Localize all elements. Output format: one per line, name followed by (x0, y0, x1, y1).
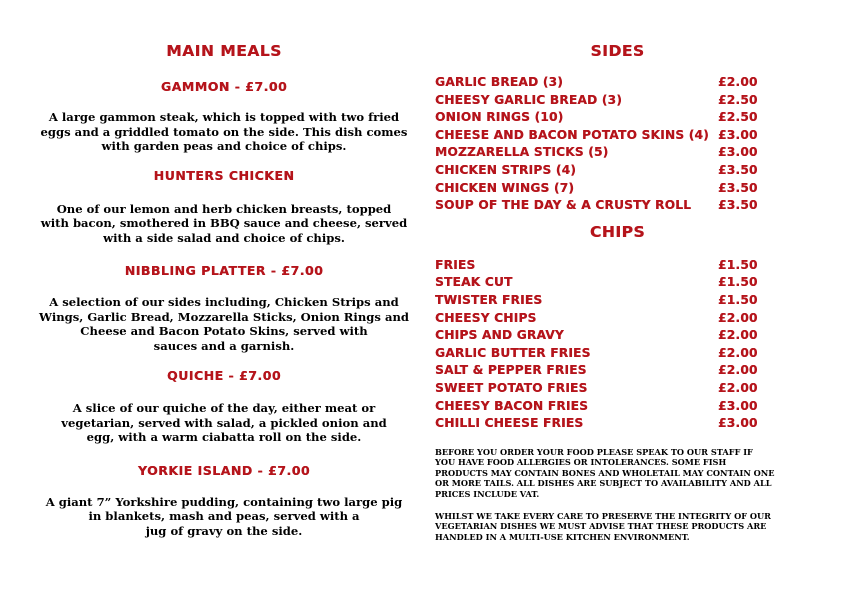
item-name: GARLIC BREAD (3) (435, 75, 563, 89)
description-line: with a side salad and choice of chips. (103, 230, 345, 245)
sides-list (435, 75, 805, 216)
description-line: with garden peas and choice of chips. (101, 139, 347, 153)
item-price: £3.50 (718, 162, 758, 177)
item-title: YORKIE ISLAND - £7.00 (137, 462, 311, 478)
item-name: SWEET POTATO FRIES (435, 380, 588, 395)
item-price: £3.00 (718, 416, 758, 431)
item-name: CHEESY GARLIC BREAD (3) (435, 92, 622, 107)
list-item (435, 128, 805, 146)
menu-item-hunters-chicken (38, 168, 410, 246)
main-meals-section (38, 42, 410, 538)
item-price: £3.00 (718, 398, 758, 413)
item-title: GAMMON - £7.00 (160, 79, 288, 94)
item-price: £2.50 (718, 110, 758, 125)
list-item (435, 181, 805, 199)
description-line: Cheese and Bacon Potato Skins, served with (80, 324, 368, 338)
sides-chips-section (435, 42, 805, 542)
item-price: £2.00 (718, 380, 758, 395)
item-name: GARLIC BUTTER FRIES (435, 345, 591, 360)
notice-line: OR MORE TAILS. ALL DISHES ARE SUBJECT TO AVAILABILITY AND ALL (435, 478, 772, 489)
item-name: CHEESY BACON FRIES (435, 398, 589, 413)
list-item (435, 363, 805, 381)
item-price: £3.50 (718, 198, 758, 213)
item-name: CHIPS AND GRAVY (435, 328, 564, 343)
notice-line: WHILST WE TAKE EVERY CARE TO PRESERVE THE INTEGRITY OF OUR (435, 510, 771, 521)
notice-line: PRICES INCLUDE VAT. (435, 489, 540, 500)
description-line: vegetarian, served with salad, a pickled onion and (61, 415, 387, 430)
sides-title: SIDES (590, 42, 645, 60)
description-line: egg, with a warm ciabatta roll on the side. (86, 430, 362, 444)
item-name: CHICKEN WINGS (7) (435, 180, 575, 195)
list-item (435, 293, 805, 311)
menu-item-gammon (38, 79, 410, 154)
item-name: CHILLI CHEESE FRIES (435, 416, 584, 431)
item-name: TWISTER FRIES (435, 292, 543, 307)
item-name: ONION RINGS (10) (435, 110, 564, 125)
list-item (435, 145, 805, 163)
list-item (435, 328, 805, 346)
list-item (435, 399, 805, 417)
item-price: £2.00 (718, 363, 758, 378)
main-meals-title: MAIN MEALS (166, 42, 282, 60)
list-item (435, 346, 805, 364)
item-price: £2.00 (718, 328, 758, 343)
item-price: £3.00 (718, 145, 758, 160)
chips-title: CHIPS (589, 222, 646, 241)
item-description (38, 401, 410, 445)
vegetarian-notice (435, 511, 805, 543)
description-line: A large gammon steak, which is topped with two fried (48, 110, 400, 124)
description-line: One of our lemon and herb chicken breasts, topped (56, 201, 392, 216)
item-description (38, 202, 410, 246)
description-line: sauces and a garnish. (153, 338, 295, 353)
item-price: £1.50 (718, 275, 758, 290)
list-item (435, 381, 805, 399)
item-title: NIBBLING PLATTER - £7.00 (124, 263, 324, 278)
notice-line: HANDLED IN A MULTI-USE KITCHEN ENVIRONMENT. (435, 531, 690, 542)
chips-list (435, 258, 805, 434)
description-line: A giant 7” Yorkshire pudding, containing two large pig (45, 494, 403, 509)
list-item (435, 258, 805, 276)
item-price: £2.50 (718, 92, 758, 107)
description-line: A slice of our quiche of the day, either meat or (72, 401, 376, 415)
item-price: £3.00 (718, 127, 758, 142)
list-item (435, 275, 805, 293)
item-price: £1.50 (718, 257, 758, 272)
item-title: HUNTERS CHICKEN (153, 167, 295, 183)
item-name: CHEESY CHIPS (435, 310, 537, 325)
allergy-notice (435, 447, 805, 500)
list-item (435, 93, 805, 111)
item-price: £2.00 (718, 75, 758, 89)
menu-item-yorkie-island (38, 463, 410, 539)
item-description (38, 295, 410, 353)
item-name: SOUP OF THE DAY & A CRUSTY ROLL (435, 198, 692, 213)
item-name: FRIES (435, 257, 476, 272)
list-item (435, 110, 805, 128)
item-price: £2.00 (718, 345, 758, 360)
notice-line: BEFORE YOU ORDER YOUR FOOD PLEASE SPEAK TO OUR STAFF IF (435, 446, 753, 457)
item-name: CHEESE AND BACON POTATO SKINS (4) (435, 127, 709, 142)
description-line: A selection of our sides including, Chicken Strips and (49, 295, 399, 309)
item-price: £1.50 (718, 292, 758, 307)
item-name: SALT & PEPPER FRIES (435, 363, 587, 378)
description-line: in blankets, mash and peas, served with a (88, 509, 360, 523)
list-item (435, 163, 805, 181)
notice-line: YOU HAVE FOOD ALLERGIES OR INTOLERANCES. SOME FISH (435, 457, 727, 468)
item-name: MOZZARELLA STICKS (5) (435, 145, 609, 160)
description-line: eggs and a griddled tomato on the side. This dish comes (40, 124, 408, 139)
item-price: £2.00 (718, 310, 758, 325)
notice-line: PRODUCTS MAY CONTAIN BONES AND WHOLETAIL MAY CONTAIN ONE (435, 467, 775, 478)
item-description (38, 110, 410, 154)
list-item (435, 416, 805, 434)
item-name: STEAK CUT (435, 275, 513, 290)
list-item (435, 311, 805, 329)
notice-line: VEGETARIAN DISHES WE MUST ADVISE THAT THESE PRODUCTS ARE (435, 521, 767, 532)
description-line: with bacon, smothered in BBQ sauce and cheese, served (40, 216, 408, 230)
menu-item-nibbling-platter (38, 263, 410, 353)
menu-item-quiche (38, 368, 410, 445)
description-line: Wings, Garlic Bread, Mozzarella Sticks, Onion Rings and (39, 309, 409, 324)
description-line: jug of gravy on the side. (145, 523, 303, 538)
item-description (38, 495, 410, 539)
item-name: CHICKEN STRIPS (4) (435, 162, 577, 177)
item-title: QUICHE - £7.00 (166, 368, 282, 383)
list-item (435, 75, 805, 93)
list-item (435, 198, 805, 216)
item-price: £3.50 (718, 180, 758, 195)
